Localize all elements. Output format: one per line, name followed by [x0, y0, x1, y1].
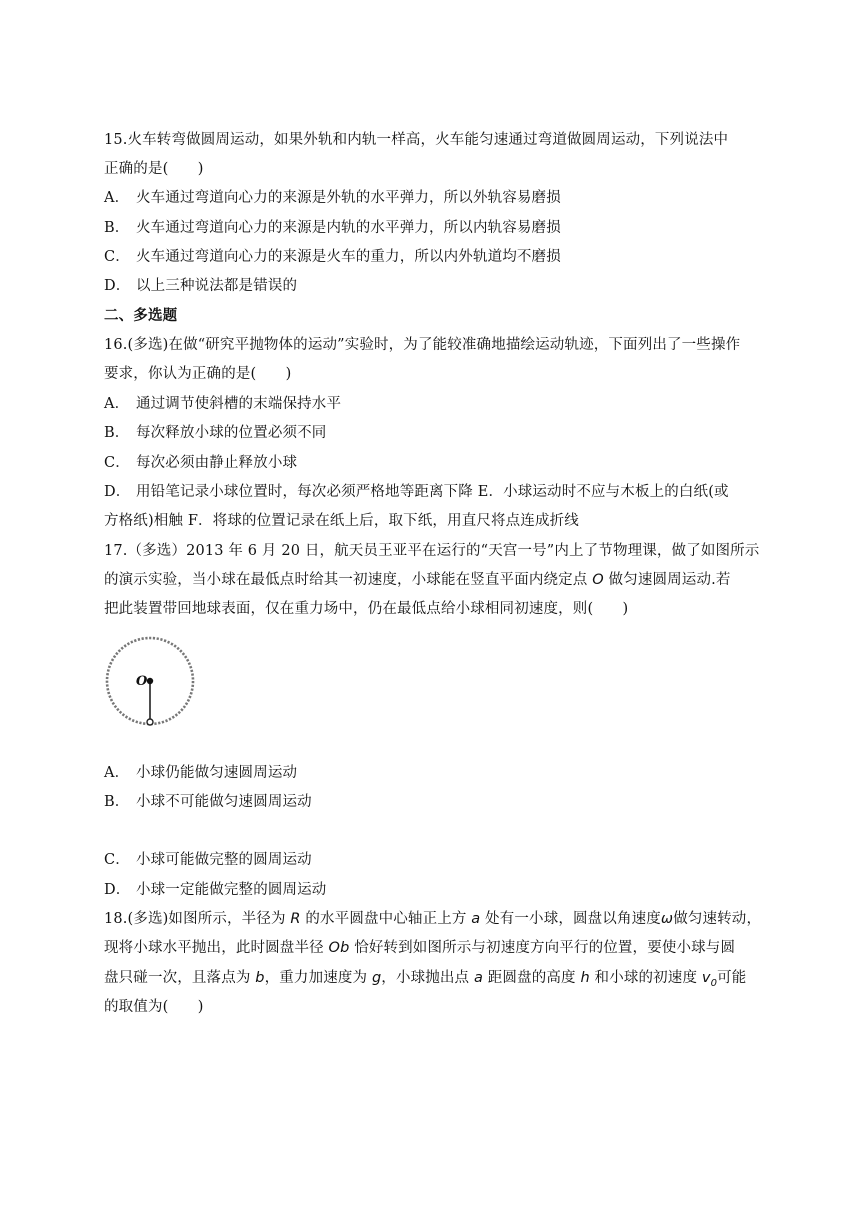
option-letter: A．: [104, 396, 130, 412]
option-letter: B．: [104, 425, 130, 441]
option-letter: A．: [104, 190, 130, 206]
q15-option-c: [104, 246, 764, 268]
option-text: 火车通过弯道向心力的来源是内轨的水平弹力，所以内轨容易磨损: [136, 220, 561, 236]
option-text: 每次必须由静止释放小球: [136, 455, 298, 471]
q17-stem-line2: [104, 569, 764, 591]
option-text: 以上三种说法都是错误的: [136, 278, 298, 294]
q16-option-d: [104, 481, 764, 503]
q15-option-b: [104, 217, 764, 239]
variable-a: a: [473, 970, 484, 986]
text-run: 做匀速转动，: [673, 911, 762, 927]
q17-option-c: [104, 849, 764, 871]
option-text: 小球一定能做完整的圆周运动: [136, 882, 327, 898]
option-text: 小球可能做完整的圆周运动: [136, 852, 312, 868]
ball: [147, 719, 153, 725]
text-run: 18.(多选)如图所示，半径为: [104, 911, 291, 927]
text-run: 盘只碰一次，且落点为: [104, 970, 256, 986]
variable-a: a: [471, 911, 481, 927]
option-letter: D．: [104, 484, 131, 500]
section-heading: 二、多选题: [104, 307, 178, 324]
pivot-label: O: [136, 674, 148, 689]
q15-option-d: [104, 275, 764, 297]
option-text: 火车通过弯道向心力的来源是火车的重力，所以内外轨道均不磨损: [136, 249, 561, 265]
variable-omega: ω: [660, 911, 674, 927]
option-letter: A．: [104, 765, 130, 781]
q16-stem-line2: 要求，你认为正确的是( ): [104, 366, 292, 382]
text-run: 处有一小球，圆盘以角速度: [480, 911, 661, 927]
option-text: 小球不可能做匀速圆周运动: [136, 794, 312, 810]
text-run: 现将小球水平抛出，此时圆盘半径: [104, 940, 329, 956]
text-run: ，小球抛出点: [381, 970, 474, 986]
option-letter: C．: [104, 249, 130, 265]
text-run: 距圆盘的高度: [483, 970, 581, 986]
text-run: 的演示实验，当小球在最低点时给其一初速度，小球能在竖直平面内绕定点: [104, 572, 593, 588]
q17-option-a: [104, 762, 764, 784]
q15-option-a: [104, 187, 764, 209]
text-run: ，重力加速度为: [264, 970, 372, 986]
text-run: 恰好转到如图所示与初速度方向平行的位置，要使小球与圆: [349, 940, 736, 956]
q18-stem-line1: [104, 908, 764, 930]
q17-option-b: [104, 791, 764, 813]
option-text: 每次释放小球的位置必须不同: [136, 425, 327, 441]
variable-o: O: [592, 572, 604, 588]
q17-stem-line1: 17.（多选）2013 年 6 月 20 日，航天员王亚平在运行的“天宫一号”内上了节物理课，做了如图所示: [104, 543, 760, 559]
pivot-point: [147, 678, 153, 684]
variable-v: v: [701, 970, 711, 986]
q16-option-d-wrap: 方格纸)相触 F．将球的位置记录在纸上后，取下纸，用直尺将点连成折线: [104, 513, 579, 529]
q15-stem-line2: 正确的是( ): [104, 161, 204, 177]
variable-v0: [701, 970, 718, 989]
option-text: 用铅笔记录小球位置时，每次必须严格地等距离下降 E．小球运动时不应与木板上的白纸(或: [136, 484, 729, 500]
q16-stem-line1: 16.(多选)在做“研究平抛物体的运动”实验时，为了能较准确地描绘运动轨迹，下面列出了一些操作: [104, 337, 741, 353]
option-text: 小球仍能做匀速圆周运动: [136, 765, 298, 781]
q16-option-c: [104, 452, 764, 474]
option-text: 通过调节使斜槽的末端保持水平: [136, 396, 342, 412]
q18-stem-line3: [104, 967, 764, 995]
text-run: 的水平圆盘中心轴正上方: [300, 911, 472, 927]
option-text: 火车通过弯道向心力的来源是外轨的水平弹力，所以外轨容易磨损: [136, 190, 561, 206]
text-run: 和小球的初速度: [589, 970, 702, 986]
text-run: 可能: [717, 970, 747, 986]
q18-stem-line4: 的取值为( ): [104, 999, 204, 1015]
circular-motion-figure: [103, 636, 197, 730]
variable-g: g: [371, 970, 382, 986]
option-letter: B．: [104, 220, 130, 236]
variable-r: R: [290, 911, 301, 927]
q15-stem-line1: 15.火车转弯做圆周运动，如果外轨和内轨一样高，火车能匀速通过弯道做圆周运动，下列说法中: [104, 132, 729, 148]
variable-h: h: [580, 970, 590, 986]
option-letter: D．: [104, 278, 131, 294]
q16-option-a: [104, 393, 764, 415]
option-letter: D．: [104, 882, 131, 898]
variable-ob: Ob: [328, 940, 350, 956]
option-letter: B．: [104, 794, 130, 810]
option-letter: C．: [104, 455, 130, 471]
subscript-zero: 0: [710, 977, 718, 989]
option-letter: C．: [104, 852, 130, 868]
q18-stem-line2: [104, 937, 764, 959]
variable-b: b: [255, 970, 265, 986]
q16-option-b: [104, 422, 764, 444]
q17-stem-line3: 把此装置带回地球表面，仅在重力场中，仍在最低点给小球相同初速度，则( ): [104, 601, 629, 617]
text-run: 做匀速圆周运动.若: [603, 572, 731, 588]
q17-option-d: [104, 879, 764, 901]
